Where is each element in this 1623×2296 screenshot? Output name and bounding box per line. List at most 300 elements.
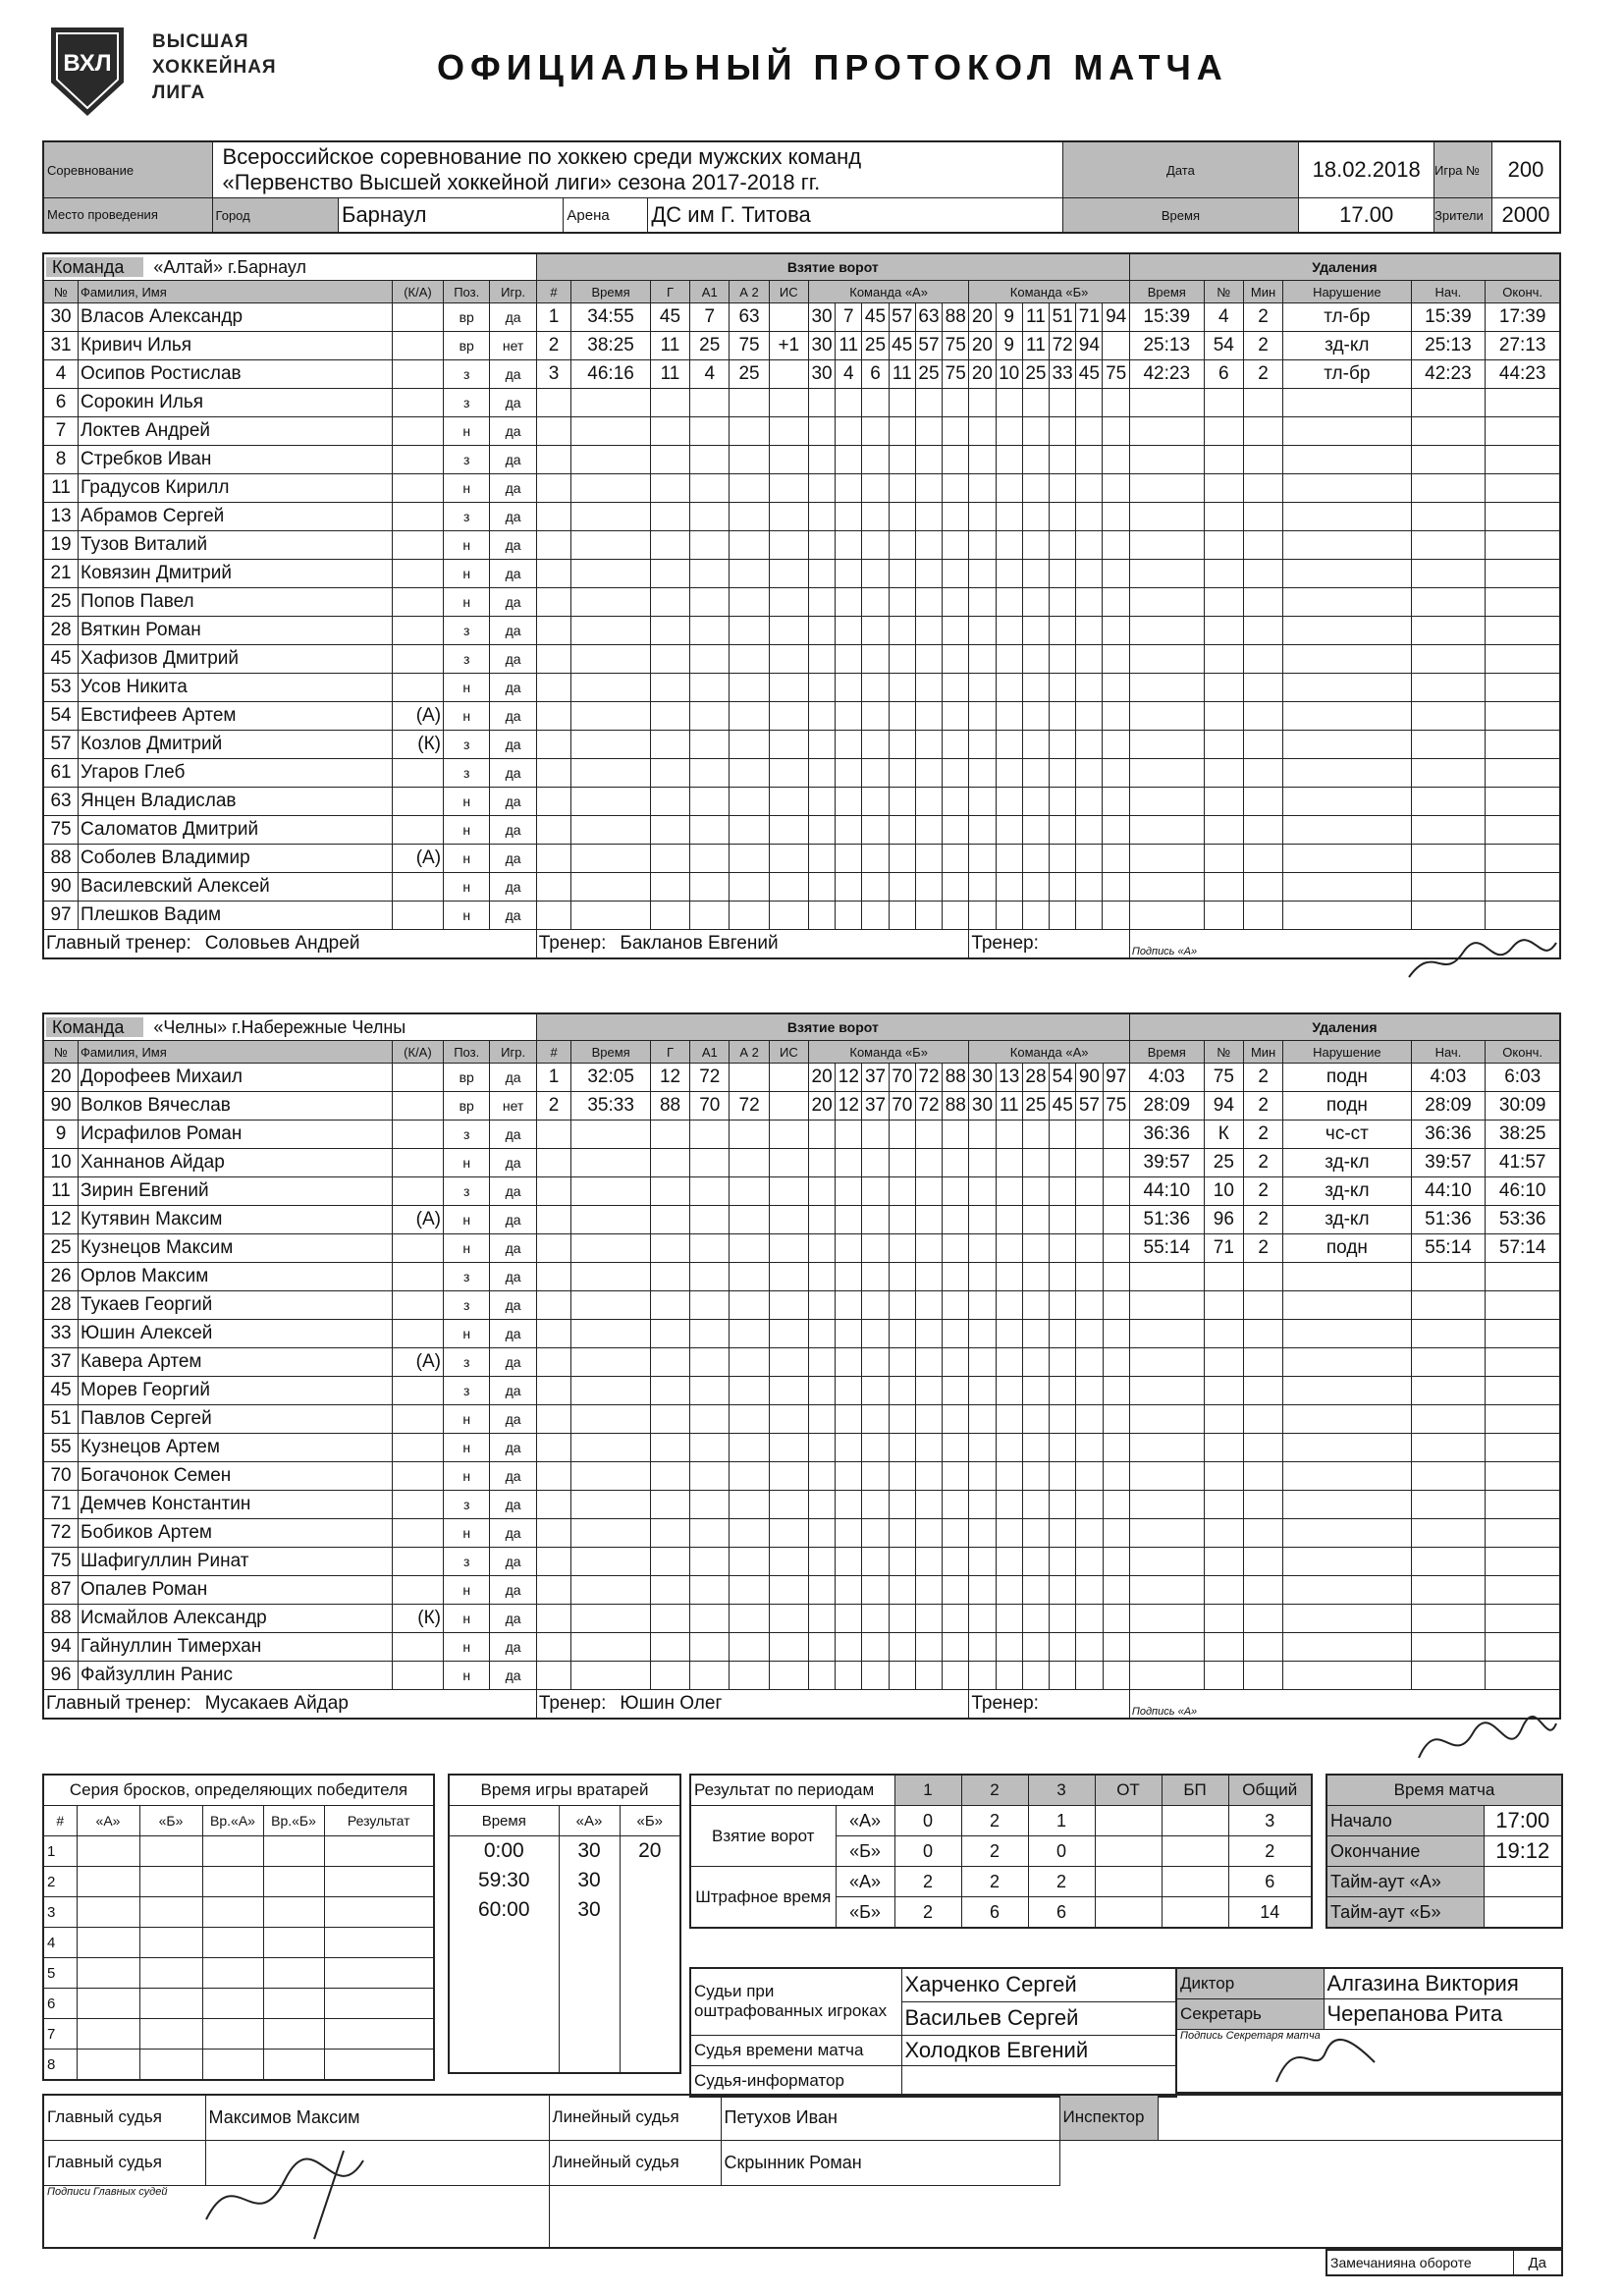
empty-cell [915, 1177, 942, 1206]
empty-cell [1050, 1121, 1076, 1149]
empty-cell [1050, 902, 1076, 930]
empty-cell [1050, 389, 1076, 417]
player-position: н [444, 1149, 490, 1177]
player-position: з [444, 1263, 490, 1291]
empty-cell [1022, 1491, 1049, 1519]
empty-cell [1204, 845, 1243, 873]
player-role [392, 303, 443, 332]
empty-cell [730, 474, 769, 503]
empty-cell [889, 731, 915, 759]
player-position: з [444, 759, 490, 788]
empty-cell [690, 645, 730, 674]
empty-cell [571, 702, 651, 731]
pen-a-p3: 2 [1028, 1867, 1095, 1897]
empty-cell [690, 474, 730, 503]
empty-cell [1076, 788, 1103, 816]
match-time-title: Время матча [1326, 1775, 1562, 1806]
player-name: Дорофеев Михаил [79, 1064, 393, 1092]
empty-cell [1022, 816, 1049, 845]
empty-cell [1283, 1263, 1411, 1291]
empty-cell [1283, 588, 1411, 617]
penalty-end: 17:39 [1486, 303, 1560, 332]
goal-time: 34:55 [571, 303, 651, 332]
penalty-min: 2 [1243, 303, 1282, 332]
empty-cell [862, 759, 889, 788]
empty-cell [730, 1491, 769, 1519]
empty-cell [1103, 845, 1129, 873]
empty-cell [996, 1348, 1022, 1377]
empty-cell [1486, 1462, 1560, 1491]
goal-own-player: 72 [915, 1092, 942, 1121]
empty-cell [943, 474, 969, 503]
empty-cell [1486, 1633, 1560, 1662]
empty-cell [536, 902, 571, 930]
empty-cell [808, 503, 835, 531]
empty-cell [730, 1605, 769, 1633]
player-number: 54 [43, 702, 79, 731]
empty-cell [202, 1897, 263, 1928]
empty-cell [1243, 389, 1282, 417]
empty-cell [889, 816, 915, 845]
empty-cell [1022, 1405, 1049, 1434]
empty-cell [1103, 1633, 1129, 1662]
empty-cell [1103, 389, 1129, 417]
col-header-ka: (К/А) [392, 281, 443, 303]
empty-cell [1103, 1491, 1129, 1519]
empty-cell [1022, 1434, 1049, 1462]
empty-cell [1486, 731, 1560, 759]
empty-cell [1103, 1320, 1129, 1348]
shootout-table [42, 1774, 435, 2081]
empty-cell [1076, 1121, 1103, 1149]
linesman-2: Скрынник Роман [721, 2140, 1059, 2185]
empty-cell [1050, 560, 1076, 588]
empty-cell [836, 389, 862, 417]
player-role [392, 1064, 443, 1092]
empty-cell [996, 845, 1022, 873]
player-number: 96 [43, 1662, 79, 1690]
empty-cell [449, 1925, 559, 1954]
empty-cell [690, 1234, 730, 1263]
empty-cell [769, 1548, 808, 1576]
empty-cell [808, 1548, 835, 1576]
empty-cell [769, 474, 808, 503]
player-position: н [444, 1633, 490, 1662]
empty-cell [808, 1662, 835, 1690]
shootout-row [43, 1928, 434, 1958]
player-played: да [490, 303, 536, 332]
empty-cell [969, 1263, 996, 1291]
empty-cell [1411, 759, 1486, 788]
penalty-num: 25 [1204, 1149, 1243, 1177]
empty-cell [1486, 1548, 1560, 1576]
empty-cell [996, 645, 1022, 674]
timekeeper-label: Судья времени матча [690, 2035, 901, 2065]
empty-cell [1103, 617, 1129, 645]
empty-cell [1283, 389, 1411, 417]
empty-cell [571, 731, 651, 759]
empty-cell [650, 788, 689, 816]
trainer-cell [536, 930, 969, 959]
shootout-header [43, 1806, 434, 1836]
empty-cell [1022, 1462, 1049, 1491]
player-position: з [444, 1491, 490, 1519]
empty-cell [1129, 1320, 1204, 1348]
empty-cell [836, 1605, 862, 1633]
player-role [392, 360, 443, 389]
player-role [392, 1149, 443, 1177]
empty-cell [536, 1206, 571, 1234]
goal-own-player: 75 [943, 360, 969, 389]
pen-b-p2: 6 [961, 1897, 1028, 1929]
empty-cell [1243, 1548, 1282, 1576]
empty-cell [969, 1377, 996, 1405]
player-role [392, 1519, 443, 1548]
player-number: 75 [43, 1548, 79, 1576]
signature-secretary [1267, 2023, 1384, 2092]
empty-cell [996, 702, 1022, 731]
empty-cell [1022, 503, 1049, 531]
penalty-num: 94 [1204, 1092, 1243, 1121]
linesman-label-2: Линейный судья [549, 2140, 721, 2185]
goalie-col-b: «Б» [620, 1806, 680, 1836]
col-header-pos: Поз. [444, 1041, 490, 1064]
empty-cell [1283, 1291, 1411, 1320]
goal-own-player: 45 [862, 303, 889, 332]
penalty-infr: тл-бр [1283, 303, 1411, 332]
player-name: Усов Никита [79, 674, 393, 702]
empty-cell [536, 1434, 571, 1462]
empty-cell [1486, 816, 1560, 845]
empty-cell [769, 560, 808, 588]
player-row [43, 389, 1560, 417]
empty-cell [559, 2043, 620, 2073]
empty-cell [536, 1177, 571, 1206]
empty-cell [996, 731, 1022, 759]
goal-own-player: 7 [836, 303, 862, 332]
empty-cell [571, 1462, 651, 1491]
empty-cell [862, 389, 889, 417]
empty-cell [1103, 702, 1129, 731]
empty-cell [1204, 816, 1243, 845]
player-played: да [490, 902, 536, 930]
empty-cell [263, 1928, 324, 1958]
empty-cell [943, 531, 969, 560]
empty-cell [1129, 417, 1204, 446]
empty-cell [769, 503, 808, 531]
player-number: 20 [43, 1064, 79, 1092]
signature-team-a [1404, 933, 1561, 992]
shootout-row-number: 3 [43, 1897, 77, 1928]
empty-cell [1103, 1405, 1129, 1434]
empty-cell [536, 1633, 571, 1662]
empty-cell [836, 845, 862, 873]
empty-cell [690, 1605, 730, 1633]
empty-cell [915, 1348, 942, 1377]
player-row [43, 1633, 1560, 1662]
empty-cell [690, 531, 730, 560]
player-number: 13 [43, 503, 79, 531]
period-col-ot: ОТ [1095, 1775, 1162, 1806]
empty-cell [915, 1434, 942, 1462]
empty-cell [139, 1989, 202, 2019]
empty-cell [969, 1405, 996, 1434]
empty-cell [808, 816, 835, 845]
player-role: (А) [392, 702, 443, 731]
goal-own-player: 30 [808, 303, 835, 332]
goal-opp-player [1103, 332, 1129, 360]
empty-cell [915, 1263, 942, 1291]
empty-cell [996, 902, 1022, 930]
player-played: да [490, 531, 536, 560]
shootout-col: Результат [324, 1806, 434, 1836]
empty-cell [862, 1377, 889, 1405]
penalty-infr: подн [1283, 1064, 1411, 1092]
empty-cell [915, 1320, 942, 1348]
penalty-time: 15:39 [1129, 303, 1204, 332]
player-name: Ковязин Дмитрий [79, 560, 393, 588]
goal-number: 3 [536, 360, 571, 389]
penalty-infr: чс-ст [1283, 1121, 1411, 1149]
penalty-time: 42:23 [1129, 360, 1204, 389]
player-name: Абрамов Сергей [79, 503, 393, 531]
empty-cell [650, 417, 689, 446]
team-name: «Алтай» г.Барнаул [153, 256, 307, 277]
empty-cell [1103, 417, 1129, 446]
empty-cell [1103, 1434, 1129, 1462]
player-name: Кавера Артем [79, 1348, 393, 1377]
empty-cell [769, 1177, 808, 1206]
empty-cell [1076, 1377, 1103, 1405]
empty-cell [808, 845, 835, 873]
col-header-a2: А 2 [730, 281, 769, 303]
empty-cell [571, 1348, 651, 1377]
empty-cell [1411, 1263, 1486, 1291]
empty-cell [969, 1149, 996, 1177]
empty-cell [808, 788, 835, 816]
goals-a-p1: 0 [894, 1806, 961, 1836]
empty-cell [996, 674, 1022, 702]
empty-cell [690, 731, 730, 759]
player-number: 19 [43, 531, 79, 560]
penalty-start: 25:13 [1411, 332, 1486, 360]
empty-cell [889, 474, 915, 503]
empty-cell [1243, 474, 1282, 503]
player-position: з [444, 1348, 490, 1377]
empty-cell [769, 788, 808, 816]
empty-cell [915, 674, 942, 702]
empty-cell [536, 1491, 571, 1519]
col-header-own: Команда «Б» [808, 1041, 968, 1064]
empty-cell [571, 446, 651, 474]
goalie-time-rows [449, 1836, 680, 2074]
player-row [43, 816, 1560, 845]
player-position: н [444, 1519, 490, 1548]
empty-cell [836, 1206, 862, 1234]
player-name: Плешков Вадим [79, 902, 393, 930]
player-role [392, 1263, 443, 1291]
goal-opp-player: 33 [1050, 360, 1076, 389]
empty-cell [969, 531, 996, 560]
penalty-time: 44:10 [1129, 1177, 1204, 1206]
empty-cell [1204, 1519, 1243, 1548]
timeout-a-label: Тайм-аут «А» [1326, 1867, 1484, 1897]
empty-cell [769, 1605, 808, 1633]
empty-cell [730, 873, 769, 902]
goal-number: 2 [536, 1092, 571, 1121]
empty-cell [915, 588, 942, 617]
empty-cell [1103, 674, 1129, 702]
goal-time: 32:05 [571, 1064, 651, 1092]
player-played: да [490, 1377, 536, 1405]
player-row [43, 674, 1560, 702]
empty-cell [730, 1462, 769, 1491]
empty-cell [1204, 902, 1243, 930]
empty-cell [943, 503, 969, 531]
empty-cell [943, 1576, 969, 1605]
col-header-end: Оконч. [1486, 281, 1560, 303]
player-position: з [444, 1121, 490, 1149]
empty-cell [1204, 1491, 1243, 1519]
penalty-min: 2 [1243, 1092, 1282, 1121]
empty-cell [769, 1263, 808, 1291]
empty-cell [915, 759, 942, 788]
empty-cell [1022, 1121, 1049, 1149]
player-number: 90 [43, 873, 79, 902]
empty-cell [690, 873, 730, 902]
empty-cell [1076, 702, 1103, 731]
empty-cell [862, 474, 889, 503]
empty-cell [915, 702, 942, 731]
empty-cell [1022, 417, 1049, 446]
empty-cell [1076, 1434, 1103, 1462]
player-number: 63 [43, 788, 79, 816]
player-role [392, 588, 443, 617]
empty-cell [536, 1291, 571, 1320]
empty-cell [650, 1377, 689, 1405]
empty-cell [1411, 446, 1486, 474]
player-name: Янцен Владислав [79, 788, 393, 816]
empty-cell [1129, 1491, 1204, 1519]
empty-cell [1129, 674, 1204, 702]
empty-cell [324, 1928, 434, 1958]
empty-cell [1411, 788, 1486, 816]
empty-cell [969, 759, 996, 788]
empty-cell [996, 1605, 1022, 1633]
empty-cell [862, 816, 889, 845]
empty-cell [1103, 902, 1129, 930]
empty-cell [808, 417, 835, 446]
empty-cell [690, 1149, 730, 1177]
penalty-time: 55:14 [1129, 1234, 1204, 1263]
pen-b-total: 14 [1228, 1897, 1312, 1929]
empty-cell [1411, 674, 1486, 702]
empty-cell [769, 674, 808, 702]
goal-is [769, 1092, 808, 1121]
empty-cell [536, 1576, 571, 1605]
empty-cell [996, 531, 1022, 560]
empty-cell [1050, 1633, 1076, 1662]
empty-cell [996, 759, 1022, 788]
empty-cell [889, 845, 915, 873]
empty-cell [1076, 902, 1103, 930]
empty-cell [808, 1605, 835, 1633]
player-role [392, 1177, 443, 1206]
trainer-name: Юшин Олег [620, 1693, 723, 1714]
player-row [43, 617, 1560, 645]
empty-cell [969, 1519, 996, 1548]
empty-cell [1022, 560, 1049, 588]
empty-cell [836, 1320, 862, 1348]
empty-cell [1243, 531, 1282, 560]
empty-cell [1243, 617, 1282, 645]
empty-cell [690, 588, 730, 617]
empty-cell [769, 1662, 808, 1690]
empty-cell [769, 702, 808, 731]
player-played: да [490, 417, 536, 446]
goal-opp-player: 72 [1050, 332, 1076, 360]
player-played: да [490, 645, 536, 674]
empty-cell [969, 1605, 996, 1633]
empty-cell [536, 702, 571, 731]
player-role [392, 1234, 443, 1263]
empty-cell [1411, 1377, 1486, 1405]
empty-cell [943, 1263, 969, 1291]
empty-cell [77, 1897, 139, 1928]
empty-cell [1050, 674, 1076, 702]
player-number: 25 [43, 1234, 79, 1263]
player-played: да [490, 1206, 536, 1234]
empty-cell [1022, 531, 1049, 560]
empty-cell [889, 1662, 915, 1690]
empty-cell [889, 759, 915, 788]
empty-cell [536, 759, 571, 788]
player-name: Павлов Сергей [79, 1405, 393, 1434]
empty-cell [1076, 617, 1103, 645]
player-played: да [490, 731, 536, 759]
player-row [43, 1149, 1560, 1177]
empty-cell [1022, 902, 1049, 930]
player-number: 90 [43, 1092, 79, 1121]
goals-b-p2: 2 [961, 1836, 1028, 1867]
empty-cell [571, 1121, 651, 1149]
empty-cell [1411, 1405, 1486, 1434]
empty-cell [1050, 1377, 1076, 1405]
empty-cell [1103, 1662, 1129, 1690]
empty-cell [808, 446, 835, 474]
empty-cell [969, 389, 996, 417]
empty-cell [862, 788, 889, 816]
player-position: з [444, 617, 490, 645]
empty-cell [449, 2043, 559, 2073]
empty-cell [1411, 1548, 1486, 1576]
player-row [43, 702, 1560, 731]
goal-number: 1 [536, 1064, 571, 1092]
empty-cell [889, 1206, 915, 1234]
empty-cell [1411, 560, 1486, 588]
empty-cell [571, 1548, 651, 1576]
empty-cell [1103, 816, 1129, 845]
goalie-time-row [449, 1954, 680, 1984]
empty-cell [263, 1958, 324, 1989]
player-position: з [444, 389, 490, 417]
player-played: да [490, 816, 536, 845]
player-name: Исрафилов Роман [79, 1121, 393, 1149]
empty-cell [1050, 845, 1076, 873]
empty-cell [1022, 1548, 1049, 1576]
announcer-label: Диктор [1176, 1968, 1324, 1999]
empty-cell [1022, 1206, 1049, 1234]
